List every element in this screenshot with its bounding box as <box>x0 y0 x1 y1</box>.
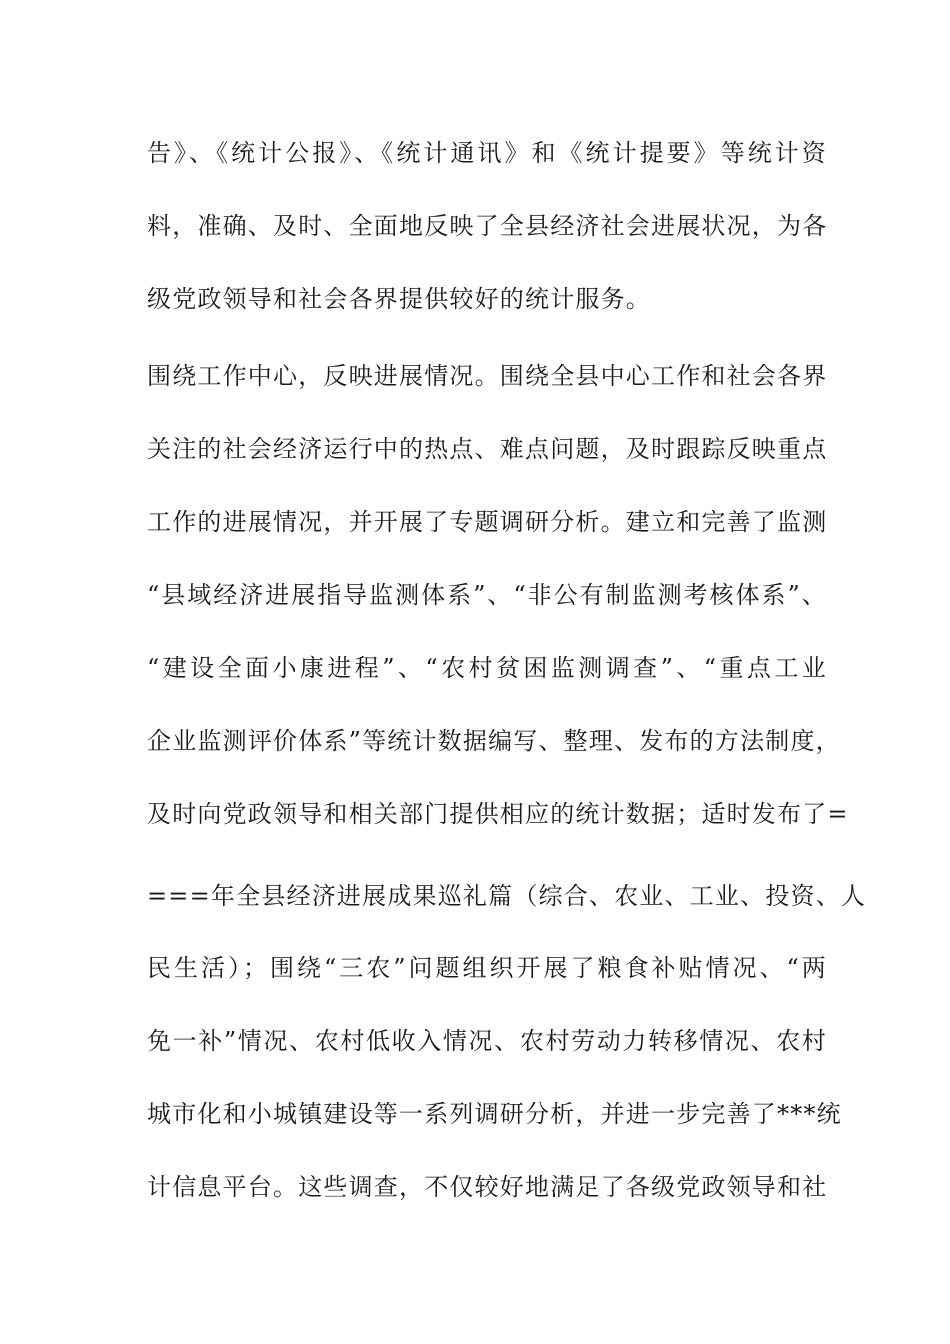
text-line: 级党政领导和社会各界提供较好的统计服务。 <box>147 285 651 313</box>
text-line: “建设全面小康进程”、“农村贫困监测调查”、“重点工业 <box>147 654 827 682</box>
text-line: 工作的进展情况，并开展了专题调研分析。建立和完善了监测 <box>147 508 828 536</box>
text-line: 计信息平台。这些调查，不仅较好地满足了各级党政领导和社 <box>147 1173 828 1201</box>
text-line: 及时向党政领导和相关部门提供相应的统计数据；适时发布了= <box>147 800 849 828</box>
text-line: 料，准确、及时、全面地反映了全县经济社会进展状况，为各 <box>147 212 828 240</box>
text-line: ===年全县经济进展成果巡礼篇（综合、农业、工业、投资、人 <box>147 882 867 910</box>
text-line: 围绕工作中心，反映进展情况。围绕全县中心工作和社会各界 <box>147 362 828 390</box>
text-line: 关注的社会经济运行中的热点、难点问题，及时跟踪反映重点 <box>147 435 828 463</box>
text-line: 告》、《统计公报》、《统计通讯》和《统计提要》等统计资 <box>147 139 827 167</box>
text-line: 免一补”情况、农村低收入情况、农村劳动力转移情况、农村 <box>147 1027 827 1055</box>
text-line: 城市化和小城镇建设等一系列调研分析，并进一步完善了***统 <box>147 1100 842 1128</box>
text-line: “县域经济进展指导监测体系”、“非公有制监测考核体系”、 <box>147 581 827 609</box>
text-line: 企业监测评价体系”等统计数据编写、整理、发布的方法制度， <box>147 727 841 755</box>
text-line: 民生活）；围绕“三农”问题组织开展了粮食补贴情况、“两 <box>147 954 827 982</box>
